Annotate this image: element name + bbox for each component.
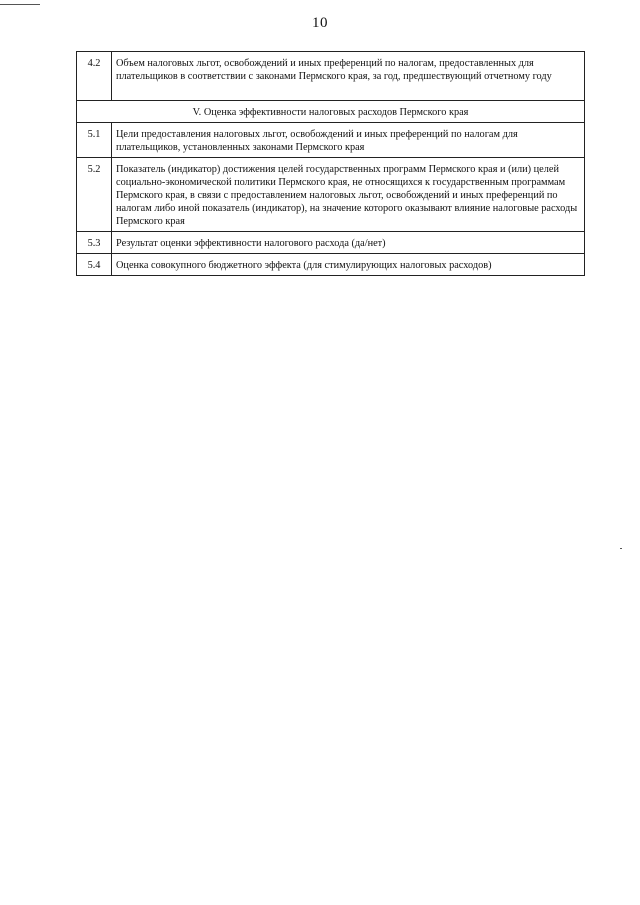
row-text: Результат оценки эффективности налогового расхода (да/нет) [112, 232, 585, 254]
section-header-row [77, 101, 585, 123]
table-row [77, 52, 585, 101]
indicator-table [76, 51, 585, 276]
section-title: V. Оценка эффективности налоговых расходов Пермского края [77, 101, 585, 123]
scan-mark [620, 548, 622, 549]
row-text: Оценка совокупного бюджетного эффекта (для стимулирующих налоговых расходов) [112, 254, 585, 276]
table-row [77, 123, 585, 158]
row-number: 5.2 [77, 158, 112, 232]
table-row [77, 254, 585, 276]
table-row [77, 158, 585, 232]
row-number: 5.3 [77, 232, 112, 254]
table-row [77, 232, 585, 254]
row-number: 4.2 [77, 52, 112, 101]
row-text: Цели предоставления налоговых льгот, освобождений и иных преференций по налогам для плательщиков, установленных законами Пермского края [112, 123, 585, 158]
page-number: 10 [312, 15, 328, 31]
row-number: 5.4 [77, 254, 112, 276]
row-number: 5.1 [77, 123, 112, 158]
top-left-rule [0, 4, 40, 5]
row-text: Показатель (индикатор) достижения целей государственных программ Пермского края и (или) целей социально-экономической политики Пермского края, не относящихся к государственным программам Пермского края, в связи с предоставлением налоговых льгот, освобождений и иных преференций по налогам либо иной показатель (индикатор), на значение которого оказывают влияние налоговые расходы Пермского края [112, 158, 585, 232]
row-text: Объем налоговых льгот, освобождений и иных преференций по налогам, предоставленных для плательщиков в соответствии с законами Пермского края, за год, предшествующий отчетному году [112, 52, 585, 101]
